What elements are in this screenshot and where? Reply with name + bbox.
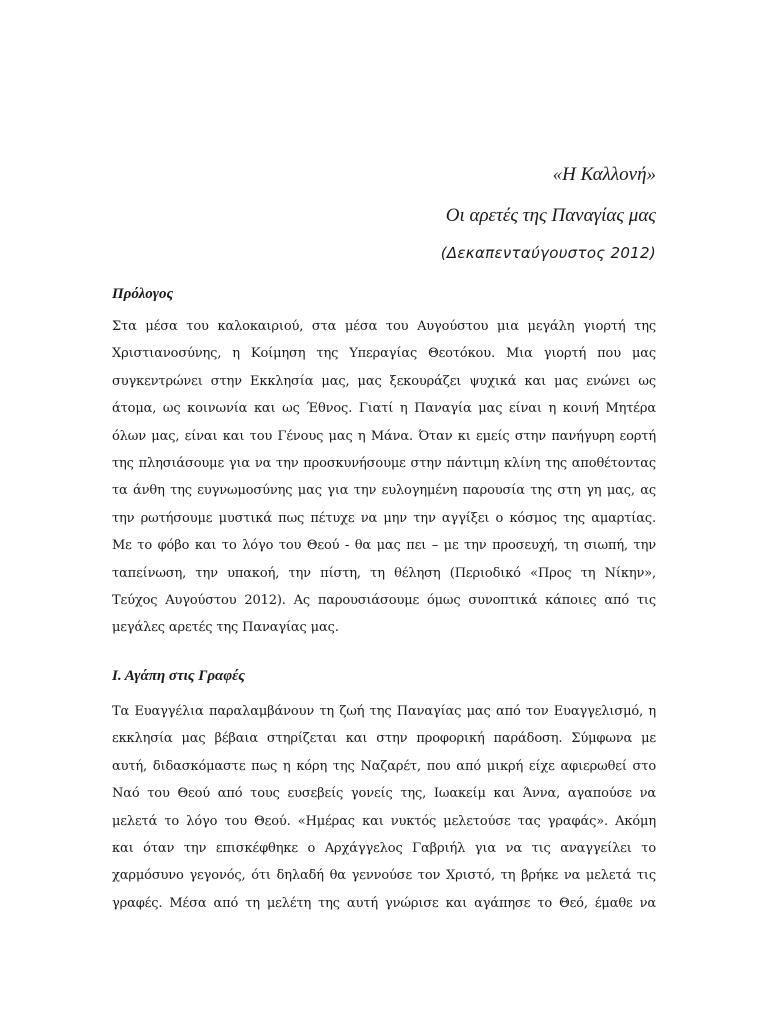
text-line: Στα μέσα του καλοκαιριού, στα μέσα του Αυγούστου μια μεγάλη γιορτή της: [112, 319, 656, 334]
text-line: μελετά το λόγο του Θεού. «Ημέρας και νυκτός μελετούσε τας γραφάς». Ακόμη: [112, 813, 656, 829]
text-line: την ρωτήσουμε μυστικά πως πέτυχε να μην την αγγίξει ο κόσμος της αμαρτίας.: [112, 510, 656, 526]
section-heading-prologue: Πρόλογος: [112, 286, 174, 302]
text-line: εκκλησία μας βέβαια στηρίζεται και στην προφορική παράδοση. Σύμφωνα με: [112, 731, 656, 747]
text-line: Με το φόβο και το λόγο του Θεού - θα μας πει – με την προσευχή, τη σιωπή, την: [112, 538, 656, 554]
text-line: όλων μας, είναι και του Γένους μας η Μάνα. Όταν κι εμείς στην πανήγυρη εορτή: [112, 428, 656, 444]
document-page: [112, 0, 656, 1024]
paragraph-love-of-scriptures: [112, 698, 656, 917]
document-title: «Η Καλλονή»: [552, 164, 656, 185]
text-line: ταπείνωση, την υπακοή, την πίστη, τη θέληση (Περιοδικό «Προς τη Νίκην»,: [112, 565, 656, 581]
text-line: γραφές. Μέσα από τη μελέτη της αυτή γνώρισε και αγάπησε το Θεό, έμαθε να: [112, 895, 656, 911]
text-line: συγκεντρώνει στην Εκκλησία μας, μας ξεκουράζει ψυχικά και μας ενώνει ως: [112, 373, 656, 389]
text-line: Τα Ευαγγέλια παραλαμβάνουν τη ζωή της Παναγίας μας από τον Ευαγγελισμό, η: [112, 704, 656, 719]
section-heading-love-of-scriptures: Ι. Αγάπη στις Γραφές: [112, 668, 245, 684]
text-line: μεγάλες αρετές της Παναγίας μας.: [112, 620, 339, 636]
text-line: Τεύχος Αυγούστου 2012). Ας παρουσιάσουμε όμως συνοπτικά κάποιες από τις: [112, 593, 656, 609]
text-line: της πλησιάσουμε για να την προσκυνήσουμε στην πάντιμη κλίνη της αποθέτοντας: [112, 456, 656, 472]
paragraph-prologue: [112, 313, 656, 642]
text-line: Χριστιανοσύνης, η Κοίμηση της Υπεραγίας Θεοτόκου. Μια γιορτή που μας: [112, 346, 656, 362]
text-line: αυτή, διδασκόμαστε πως η κόρη της Ναζαρέτ, που από μικρή είχε αφιερωθεί στο: [112, 758, 656, 774]
text-line: τα άνθη της ευγνωμοσύνης μας για την ευλογημένη παρουσία της στη γη μας, ας: [112, 483, 656, 499]
document-subtitle: Οι αρετές της Παναγίας μας: [445, 205, 656, 226]
document-date: (Δεκαπενταύγουστος 2012): [440, 244, 656, 262]
text-line: και όταν την επισκέφθηκε ο Αρχάγγελος Γαβριήλ για να τις αναγγείλει το: [112, 841, 656, 857]
title-block: [441, 163, 656, 263]
text-line: χαρμόσυνο γεγονός, ότι δηλαδή θα γεννούσε τον Χριστό, τη βρήκε να μελετά τις: [112, 868, 656, 884]
text-line: άτομα, ως κοινωνία και ως Έθνος. Γιατί η Παναγία μας είναι η κοινή Μητέρα: [112, 401, 656, 417]
text-line: Ναό του Θεού από τους ευσεβείς γονείς της, Ιωακείμ και Άννα, αγαπούσε να: [112, 786, 656, 802]
